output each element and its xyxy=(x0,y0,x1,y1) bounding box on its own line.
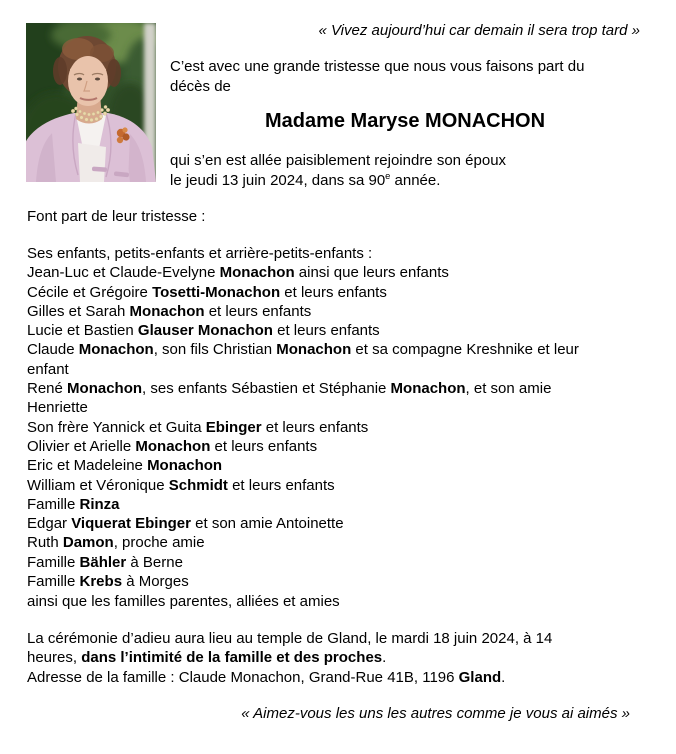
text-line: enfant xyxy=(27,360,69,378)
text-line: Claude Monachon, son fils Christian Monachon et sa compagne Kreshnike et leur xyxy=(27,341,579,359)
text-line: Adresse de la famille : Claude Monachon, Grand-Rue 41B, 1196 Gland. xyxy=(27,668,506,686)
text-line: Ruth Damon, proche amie xyxy=(27,534,205,552)
text-line: Famille Bähler à Berne xyxy=(27,553,183,571)
text-line: heures, dans l’intimité de la famille et des proches. xyxy=(27,649,387,667)
text-line: Jean-Luc et Claude-Evelyne Monachon ainsi que leurs enfants xyxy=(27,264,449,282)
portrait-photo xyxy=(26,23,156,182)
text-line: René Monachon, ses enfants Sébastien et Stéphanie Monachon, et son amie xyxy=(27,380,552,398)
text-line: Famille Krebs à Morges xyxy=(27,573,189,591)
text-line: Gilles et Sarah Monachon et leurs enfants xyxy=(27,302,312,320)
text-line: Famille Rinza xyxy=(27,495,120,513)
text-line: William et Véronique Schmidt et leurs enfants xyxy=(27,476,335,494)
text-line: Olivier et Arielle Monachon et leurs enfants xyxy=(27,437,318,455)
portrait-photo-image xyxy=(26,23,156,182)
text-line: décès de xyxy=(170,77,231,95)
intro-paragraph xyxy=(170,57,584,96)
text-line: Lucie et Bastien Glauser Monachon et leurs enfants xyxy=(27,322,380,340)
text-line: Son frère Yannick et Guita Ebinger et leurs enfants xyxy=(27,418,369,436)
text-line: qui s’en est allée paisiblement rejoindre son époux xyxy=(170,152,507,169)
family-list xyxy=(27,244,579,591)
text-line: Ses enfants, petits-enfants et arrière-petits-enfants : xyxy=(27,245,373,262)
passing-paragraph xyxy=(170,151,506,190)
text-line: le jeudi 13 juin 2024, dans sa 90e année. xyxy=(170,170,441,189)
font-part-line: Font part de leur tristesse : xyxy=(27,208,206,225)
text-line: Cécile et Grégoire Tosetti-Monachon et leurs enfants xyxy=(27,283,387,301)
deceased-name-heading: Madame Maryse MONACHON xyxy=(264,110,546,132)
families-line: ainsi que les familles parentes, alliées et amies xyxy=(27,593,340,610)
bottom-quote: « Aimez-vous les uns les autres comme je vous ai aimés » xyxy=(241,705,630,722)
text-line: Eric et Madeleine Monachon xyxy=(27,457,223,475)
text-line: La cérémonie d’adieu aura lieu au temple de Gland, le mardi 18 juin 2024, à 14 xyxy=(27,630,553,647)
text-line: Edgar Viquerat Ebinger et son amie Antoinette xyxy=(27,515,344,533)
text-line: C’est avec une grande tristesse que nous vous faisons part du xyxy=(170,58,585,75)
ceremony-paragraph xyxy=(27,629,552,687)
top-quote: « Vivez aujourd’hui car demain il sera trop tard » xyxy=(318,22,640,39)
text-line: Henriette xyxy=(27,399,88,417)
